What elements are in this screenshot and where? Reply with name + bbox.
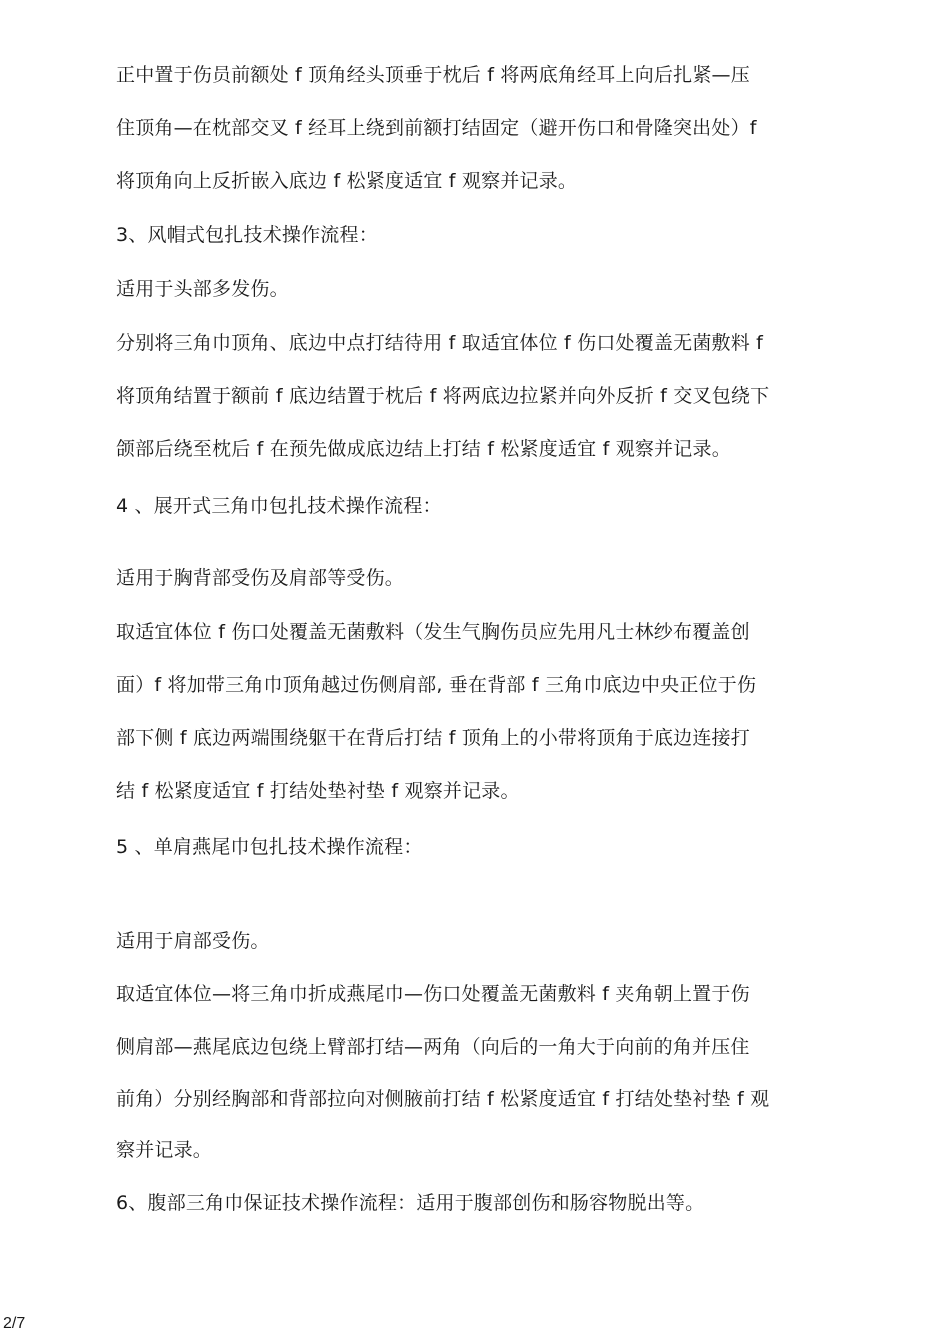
text-line: 适用于肩部受伤。: [116, 930, 270, 952]
section-heading: 4 、展开式三角巾包扎技术操作流程：: [116, 495, 442, 517]
text-line: 察并记录。: [116, 1139, 213, 1161]
text-line: 取适宜体位—将三角巾折成燕尾巾—伤口处覆盖无菌敷料 f 夹角朝上置于伤: [116, 983, 750, 1005]
text-line: 将顶角结置于额前 f 底边结置于枕后 f 将两底边拉紧并向外反折 f 交叉包绕下: [116, 385, 770, 407]
text-line: 面）f 将加带三角巾顶角越过伤侧肩部, 垂在背部 f 三角巾底边中央正位于伤: [116, 674, 757, 696]
text-line: 适用于胸背部受伤及肩部等受伤。: [116, 567, 405, 589]
text-line: 前角）分别经胸部和背部拉向对侧腋前打结 f 松紧度适宜 f 打结处垫衬垫 f 观: [116, 1088, 770, 1110]
text-line: 取适宜体位 f 伤口处覆盖无菌敷料（发生气胸伤员应先用凡士林纱布覆盖创: [116, 621, 750, 643]
text-line: 侧肩部—燕尾底边包绕上臂部打结—两角（向后的一角大于向前的角并压住: [116, 1036, 750, 1058]
text-line: 结 f 松紧度适宜 f 打结处垫衬垫 f 观察并记录。: [116, 780, 520, 802]
section-heading: 5 、单肩燕尾巾包扎技术操作流程：: [116, 836, 423, 858]
text-line: 正中置于伤员前额处 f 顶角经头顶垂于枕后 f 将两底角经耳上向后扎紧—压: [116, 64, 750, 86]
section-heading: 6、腹部三角巾保证技术操作流程：适用于腹部创伤和肠容物脱出等。: [116, 1192, 705, 1214]
text-line: 住顶角—在枕部交叉 f 经耳上绕到前额打结固定（避开伤口和骨隆突出处）f: [116, 117, 757, 139]
text-line: 适用于头部多发伤。: [116, 278, 289, 300]
page-number: 2/7: [3, 1315, 26, 1332]
section-heading: 3、风帽式包扎技术操作流程：: [116, 224, 378, 246]
text-line: 将顶角向上反折嵌入底边 f 松紧度适宜 f 观察并记录。: [116, 170, 578, 192]
text-line: 分别将三角巾顶角、底边中点打结待用 f 取适宜体位 f 伤口处覆盖无菌敷料 f: [116, 332, 764, 354]
text-line: 部下侧 f 底边两端围绕躯干在背后打结 f 顶角上的小带将顶角于底边连接打: [116, 727, 750, 749]
text-line: 颌部后绕至枕后 f 在预先做成底边结上打结 f 松紧度适宜 f 观察并记录。: [116, 438, 731, 460]
